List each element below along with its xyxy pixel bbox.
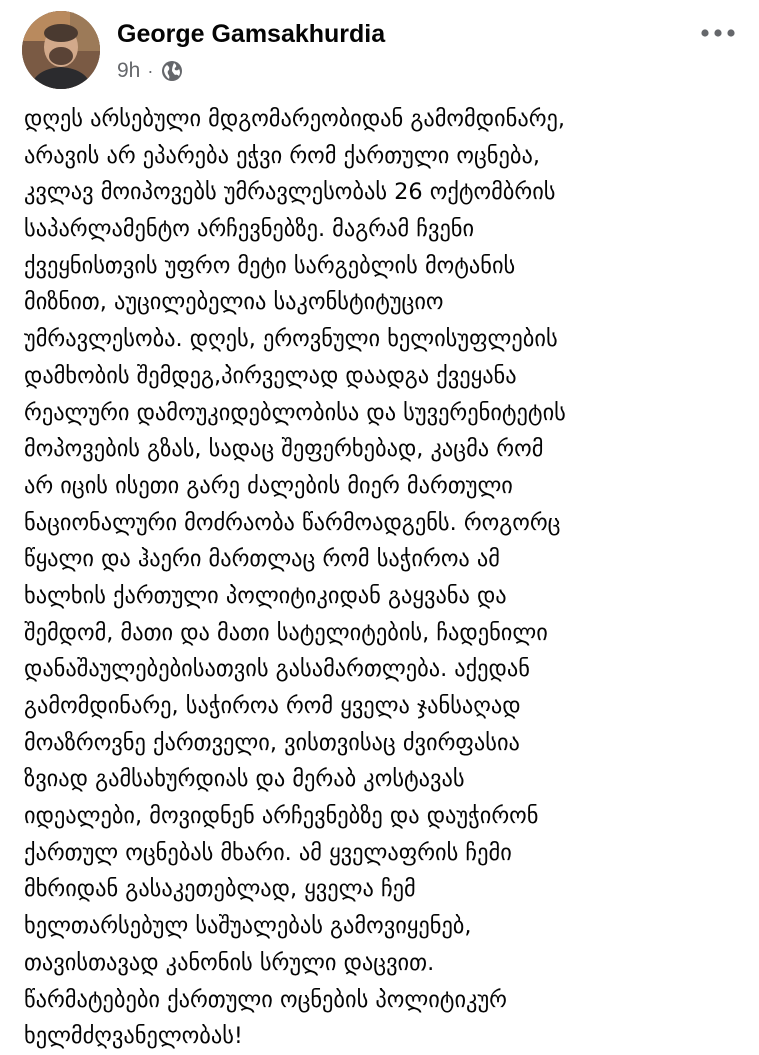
post-text-line: რეალური დამოუკიდებლობისა და სუვერენიტეტის xyxy=(24,399,566,426)
post-text-line: თავისთავად კანონის სრული დაცვით. xyxy=(24,949,435,976)
post-text-line: ხელთარსებულ საშუალებას გამოვიყენებ, xyxy=(24,913,472,940)
post-text-line: კვლავ მოიპოვებს უმრავლესობას 26 ოქტომბრის xyxy=(24,179,556,206)
avatar[interactable] xyxy=(22,11,100,89)
post-text-line: გამომდინარე, საჭიროა რომ ყველა ჯანსაღად xyxy=(24,693,521,719)
post-text-line: არავის არ ეპარება ეჭვი რომ ქართული ოცნება, xyxy=(24,142,540,169)
post-text-line: არ იცის ისეთი გარე ძალების მიერ მართული xyxy=(24,472,513,499)
post-timestamp[interactable]: 9h xyxy=(117,59,141,82)
post-header xyxy=(0,0,759,100)
globe-icon[interactable] xyxy=(160,59,184,83)
post-text-line: მოაზროვნე ქართველი, ვისთვისაც ძვირფასია xyxy=(24,729,520,756)
meta-separator: · xyxy=(147,60,154,81)
post-text-line: უმრავლესობა. დღეს, ეროვნული ხელისუფლების xyxy=(24,326,558,353)
post-text-line: ქვეყნისთვის უფრო მეტი სარგებლის მოტანის xyxy=(24,252,516,279)
post-text-line: ხელმძღვანელობას! xyxy=(24,1023,243,1050)
post-text-line: ხალხის ქართული პოლიტიკიდან გაყვანა და xyxy=(24,582,507,609)
post-text-line: მოპოვების გზას, სადაც შეფერხებად, კაცმა რომ xyxy=(24,436,544,463)
more-options-icon xyxy=(698,18,738,48)
post-text-line: წყალი და ჰაერი მართლაც რომ საჭიროა ამ xyxy=(24,546,500,573)
post-text-line: საპარლამენტო არჩევნებზე. მაგრამ ჩვენი xyxy=(24,216,475,243)
author-name[interactable]: George Gamsakhurdia xyxy=(117,20,386,48)
post-text-line: ნაციონალური მოძრაობა წარმოადგენს. როგორც xyxy=(24,509,561,536)
post-meta xyxy=(117,58,184,84)
post-text-line: იდეალები, მოვიდნენ არჩევნებზე და დაუჭირონ xyxy=(24,803,539,830)
post-text-line: ქართულ ოცნებას მხარი. ამ ყველაფრის ჩემი xyxy=(24,839,512,866)
post-text-line: მიზნით, აუცილებელია საკონსტიტუციო xyxy=(24,289,444,316)
more-options-button[interactable] xyxy=(698,18,738,48)
post-text-line: შემდომ, მათი და მათი სატელიტების, ჩადენილი xyxy=(24,619,548,646)
profile-photo xyxy=(22,11,100,89)
post-text-line: დამხობის შემდეგ,პირველად დაადგა ქვეყანა xyxy=(24,362,517,389)
post-text-line: დანაშაულებებისათვის გასამართლება. აქედან xyxy=(24,656,530,683)
post-text-line: ზვიად გამსახურდიას და მერაბ კოსტავას xyxy=(24,766,465,793)
post-text-line: მხრიდან გასაკეთებლად, ყველა ჩემ xyxy=(24,876,416,903)
post-text-line: წარმატებები ქართული ოცნების პოლიტიკურ xyxy=(24,986,507,1013)
post-body xyxy=(24,101,748,1055)
post-text-line: დღეს არსებული მდგომარეობიდან გამომდინარე, xyxy=(24,106,566,132)
